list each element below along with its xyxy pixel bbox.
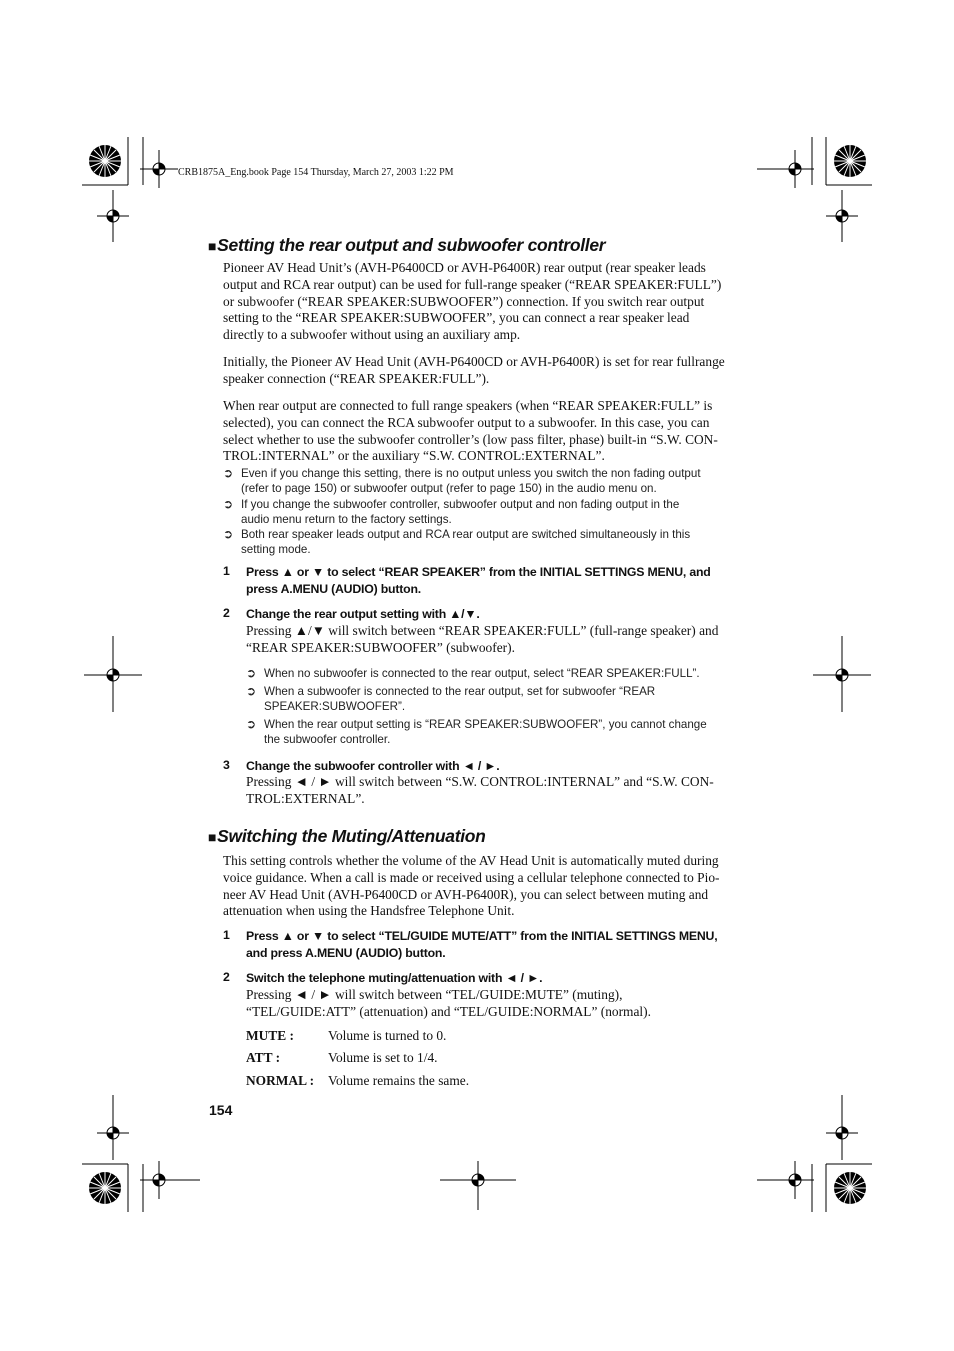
step-number: 3 bbox=[223, 758, 230, 772]
note bbox=[223, 497, 761, 527]
definition-desc: Volume is set to 1/4. bbox=[328, 1050, 438, 1065]
note-arrow-icon: ➲ bbox=[223, 497, 234, 511]
text-line: TROL:EXTERNAL”. bbox=[246, 790, 365, 806]
paragraph bbox=[223, 260, 759, 344]
text-line: Pressing ▲/▼ will switch between “REAR SPEAKER:FULL” (full-range speaker) and bbox=[246, 623, 719, 638]
note-arrow-icon: ➲ bbox=[246, 666, 257, 680]
paragraph bbox=[223, 354, 759, 388]
step-number: 1 bbox=[223, 564, 230, 578]
step-instruction: Change the subwoofer controller with ◄ / ►. bbox=[246, 759, 500, 773]
definition-term: MUTE : bbox=[246, 1028, 294, 1043]
text-line: Both rear speaker leads output and RCA rear output are switched simultaneously in this bbox=[241, 528, 691, 541]
note bbox=[223, 466, 761, 496]
step-body bbox=[246, 774, 766, 808]
text-line: attenuation when using the Handsfree Telephone Unit. bbox=[223, 903, 515, 919]
note-arrow-icon: ➲ bbox=[223, 466, 234, 480]
text-line: SPEAKER:SUBWOOFER”. bbox=[264, 700, 406, 713]
note-arrow-icon: ➲ bbox=[246, 684, 257, 698]
text-line: Even if you change this setting, there is no output unless you switch the non fading output bbox=[241, 467, 701, 480]
text-line: select whether to use the subwoofer controller’s (low pass filter, phase) built-in “S.W. CON- bbox=[223, 431, 718, 447]
paragraph bbox=[223, 853, 759, 920]
text-line: setting mode. bbox=[241, 543, 311, 556]
text-line: and press A.MENU (AUDIO) button. bbox=[246, 946, 446, 960]
text-line: Initially, the Pioneer AV Head Unit (AVH-P6400CD or AVH-P6400R) is set for rear fullrange bbox=[223, 354, 725, 369]
file-info-header: CRB1875A_Eng.book Page 154 Thursday, March 27, 2003 1:22 PM bbox=[178, 167, 454, 178]
text-line: When the rear output setting is “REAR SPEAKER:SUBWOOFER”, you cannot change bbox=[264, 718, 707, 731]
step-body bbox=[246, 987, 766, 1021]
heading-marker: ■ bbox=[208, 829, 217, 845]
text-line: Pressing ◄ / ► will switch between “TEL/GUIDE:MUTE” (muting), bbox=[246, 987, 623, 1002]
step-instruction: Change the rear output setting with ▲/▼. bbox=[246, 607, 480, 621]
text-line: the subwoofer controller. bbox=[264, 733, 391, 746]
text-line: audio menu return to the factory settings. bbox=[241, 513, 452, 526]
step-instruction: Switch the telephone muting/attenuation with ◄ / ►. bbox=[246, 971, 543, 985]
step-number: 2 bbox=[223, 970, 230, 984]
text-line: or subwoofer (“REAR SPEAKER:SUBWOOFER”) connection. If you switch rear output bbox=[223, 293, 705, 309]
text-line: (refer to page 150) or subwoofer output (refer to page 150) in the audio menu on. bbox=[241, 482, 657, 495]
text-line: When no subwoofer is connected to the rear output, select “REAR SPEAKER:FULL”. bbox=[264, 667, 700, 680]
section-title: Setting the rear output and subwoofer controller bbox=[217, 235, 606, 255]
step-instruction bbox=[246, 928, 717, 962]
definition-term: ATT : bbox=[246, 1050, 281, 1065]
step-instruction bbox=[246, 564, 711, 598]
text-line: If you change the subwoofer controller, subwoofer output and non fading output in the bbox=[241, 498, 680, 511]
text-line: This setting controls whether the volume of the AV Head Unit is automatically muted during bbox=[223, 853, 719, 868]
definition-desc: Volume remains the same. bbox=[328, 1073, 470, 1088]
definition-desc: Volume is turned to 0. bbox=[328, 1028, 447, 1043]
text-line: When a subwoofer is connected to the rear output, set for subwoofer “REAR bbox=[264, 685, 656, 698]
step-body bbox=[246, 623, 766, 657]
note bbox=[246, 684, 784, 714]
text-line: setting to the “REAR SPEAKER:SUBWOOFER”, you can connect a rear speaker lead bbox=[223, 310, 690, 326]
step-number: 2 bbox=[223, 606, 230, 620]
starburst-icon bbox=[89, 145, 121, 177]
note bbox=[246, 717, 784, 747]
text-line: Press ▲ or ▼ to select “REAR SPEAKER” from the INITIAL SETTINGS MENU, and bbox=[246, 565, 711, 579]
text-line: voice guidance. When a call is made or received using a cellular telephone connected to Pio- bbox=[223, 869, 720, 885]
text-line: Pioneer AV Head Unit’s (AVH-P6400CD or AVH-P6400R) rear output (rear speaker leads bbox=[223, 260, 706, 275]
text-line: selected), you can connect the RCA subwoofer output to a subwoofer. In this case, you can bbox=[223, 414, 710, 430]
text-line: “REAR SPEAKER:SUBWOOFER” (subwoofer). bbox=[246, 639, 515, 655]
text-line: Press ▲ or ▼ to select “TEL/GUIDE MUTE/ATT” from the INITIAL SETTINGS MENU, bbox=[246, 929, 718, 943]
section-heading-muting bbox=[208, 826, 486, 847]
text-line: speaker connection (“REAR SPEAKER:FULL”). bbox=[223, 370, 490, 386]
definition-term: NORMAL : bbox=[246, 1073, 315, 1088]
page-number: 154 bbox=[209, 1102, 233, 1118]
note bbox=[246, 666, 784, 681]
text-line: Pressing ◄ / ► will switch between “S.W. CONTROL:INTERNAL” and “S.W. CON- bbox=[246, 774, 714, 789]
section-title: Switching the Muting/Attenuation bbox=[217, 826, 486, 846]
text-line: neer AV Head Unit (AVH-P6400CD or AVH-P6400R), you can select between muting and bbox=[223, 886, 709, 902]
text-line: output and RCA rear output) can be used for full-range speaker (“REAR SPEAKER:FULL”) bbox=[223, 276, 722, 292]
heading-marker: ■ bbox=[208, 238, 217, 254]
text-line: “TEL/GUIDE:ATT” (attenuation) and “TEL/GUIDE:NORMAL” (normal). bbox=[246, 1003, 651, 1019]
note bbox=[223, 527, 761, 557]
note-arrow-icon: ➲ bbox=[246, 717, 257, 731]
text-line: When rear output are connected to full range speakers (when “REAR SPEAKER:FULL” is bbox=[223, 398, 713, 413]
section-heading-rear-output bbox=[208, 235, 605, 256]
text-line: press A.MENU (AUDIO) button. bbox=[246, 582, 421, 596]
text-line: TROL:INTERNAL” or the auxiliary “S.W. CONTROL:EXTERNAL”. bbox=[223, 448, 605, 464]
paragraph bbox=[223, 398, 759, 465]
step-number: 1 bbox=[223, 928, 230, 942]
note-arrow-icon: ➲ bbox=[223, 527, 234, 541]
text-line: directly to a subwoofer without using an auxiliary amp. bbox=[223, 327, 521, 343]
